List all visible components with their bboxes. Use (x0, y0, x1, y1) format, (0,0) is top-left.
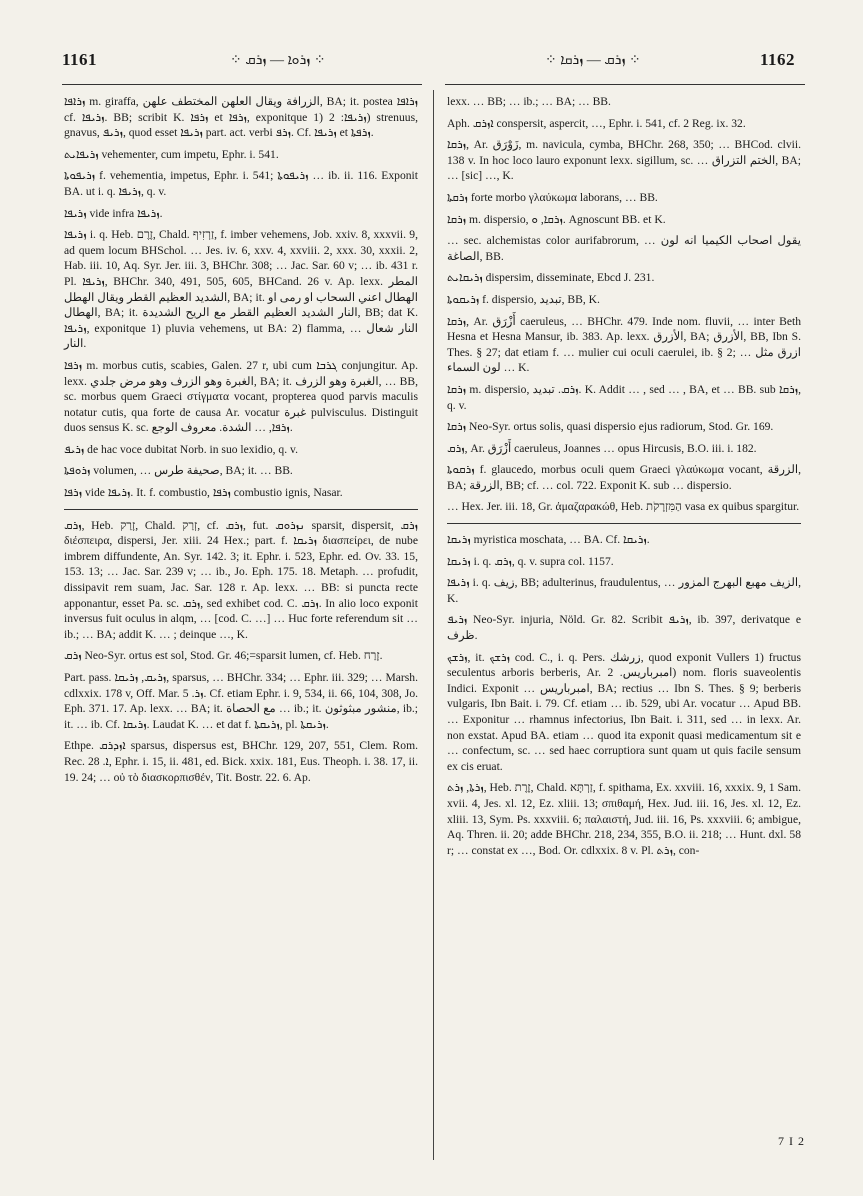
entry: ܙܪܩ, Ar. أَزْرَق caeruleus, Joannes … opus Hircusis, B.O. iii. i. 182. (447, 441, 757, 455)
entry: Aph. ܐܙܪܩ conspersit, asperсit, …, Ephr. i. 541, cf. 2 Reg. ix. 32. (447, 116, 746, 130)
entry: ܙܪܬܐ, ܙܪܬ, Heb. זֶרֶת, Chald. זַרְתָּא, f. spithama, Ex. xxviii. 16, xxxix. 9, 1 Sam. xvii. 4, Jes. xl. 12, Ez. xliii. 13; σπιθαμή, Hex. Jud. iii. 16, Jes. xl. 12, Ez. xliii. 13, Sym. Ps. xxxviii. 6; παλαιστή, Jud. iii. 16, Ps. xxxviii. 6; ambigue, Aq. Thren. ii. 20; adde BHChr. 218, 234, 355, B.O. ii. 218; … Hunt. dxl. 58 r; … constat ex …, Bod. Or. cdlxxix. 8 v. Pl. ܙܪܬ, con- (447, 781, 801, 857)
entry: ܙܪܝܦ de hac voce dubitat Norb. in suo lexidio, q. v. (64, 442, 298, 456)
signature-mark: 7 I 2 (778, 1134, 805, 1148)
right-page-number: 1162 (760, 50, 796, 69)
left-running-head: ⁘ ܙܪܘܐ — ܙܪܩ ⁘ (230, 53, 326, 68)
entry: lexx. … BB; … ib.; … BA; … BB. (447, 95, 611, 108)
entry: ܙܪܝܩܐ i. q. ܙܪܩ, q. v. supra col. 1157. (447, 554, 614, 568)
entry: ܙܪܝܦܐ i. q. زيف, BB; adulterinus, fraudulentus, … الزيف مهبع البهرج المزور, K. (447, 576, 802, 605)
section-separator (64, 509, 418, 510)
left-page-number: 1161 (62, 50, 98, 69)
page-header (0, 0, 863, 80)
entry: ܙܪܝܦܐ vide infra ܙܪܝܦܐ. (64, 206, 163, 220)
entry: Ethpe. ܐܙܕܪܩ sparsus, dispersus est, BHChr. 129, 207, 551, Clem. Rom. Rec. ܐ. 28, Ephr. i. 15, ii. 481, ed. Bick. xxix. 181, Eus. Theoph. i. 38. 17, ii. 19. 24; … οὐ τὸ διασκορπισθέν, Tit. Bostr. 22. 6. Ap. (64, 739, 419, 784)
right-column (447, 94, 801, 864)
entry: ܙܪܝܩܐܝܬ dispersim, disseminate, Ebcd J. 231. (447, 271, 655, 285)
entry: ܙܪܩܐ m. dispersio, ܙܪܩܐ, ܘ. Agnoscunt BB. et K. (447, 212, 666, 226)
entry: ܙܪܝܦܐܝܬ vehementer, cum impetu, Ephr. i. 541. (64, 147, 279, 161)
right-running-head: ⁘ ܙܪܩ — ܙܪܩܐ ⁘ (545, 53, 641, 68)
entry: ܙܪܫܟ, it. ܙܪܫܟ cod. C., i. q. Pers. زرشك, quod exponit Vullers 1) fructus seculentus arboris berberis, Ar. امبرباريس. 2) nom. floris suaveolentis Indici. Exponit … امبرباريس, BA; rectius … Ibn S. Thes. § 9; berberis vulgaris, Ibn Bait. i. 79. Cf. etiam … ib. 529, ubi Ar. vocatur … Apud BB. … Exponitur … rhamnus infectorius, Ibn Bait. i. 311, sed … in lexx. Ar. non exstat. Apud BA. etiam … quod ita exponit quasi medicamentum sit e … confectum, sc. … sed haec corruptiora sunt quam ut quis facile sensum ex cis eruat. (447, 650, 801, 773)
header-rule-right (445, 84, 805, 85)
header-rule-left (62, 84, 422, 85)
entry: ܙܪܦܐ m. morbus cutis, scabies, Galen. 27 r, ubi cum ܓܪܒܐ conjungitur. Ap. lexx. الغبرة وهو الزرف وهو مرض جلدي, BA; it. الغبرة وهو الزرف, … BB, sc. morbus quem Graeci στίγματα vocant, propterea quod parvis maculis notatur cutis, qua forte de causa Ar. vocatur غبرة pulvisculus. Distinguit duos sensus K. sc. ܙܪܦܐ, … الشدة. معروف الوجع. (64, 358, 418, 435)
entry: ܙܪܦܐ vide ܙܪܝܦܐ. It. f. combustio, ܙܪܦܐ combustio ignis, Nasar. (64, 486, 343, 500)
entry: ܙܪܩ Neo-Syr. ortus est sol, Stod. Gr. 46;=sparsit lumen, cf. Heb. זָרַח. (64, 649, 383, 663)
left-column (64, 94, 418, 791)
entry: ܙܪܝܦ Neo-Syr. injuria, Nöld. Gr. 82. Scribit ܙܪܝܦ, ib. 397, derivatque e ظرف. (447, 613, 801, 643)
entry: ܙܪܩܐ m. dispersio, ܙܪܩ. تبديد. K. Addit … , sed … , BA, et … BB. sub ܙܪܩܐ, q. v. (447, 382, 802, 412)
entry: ܙܪܝܦܐ i. q. Heb. זֶרֶם, Chald. זַרְזִיף, f. imber vehemens, Job. xxiv. 8, xxxvii. 9, ad quem locum BHSchol. … Jes. iv. 6, xxv. 4, xxviii. 2, xxx. 30, xxxii. 2, Hab. iii. 10, Aq. Syr. Jer. iii. 3, BHChr. 308; … Jac. Sar. 60 v; … ib. 431 r. Pl. ܙܪܝܦܐ, BHChr. 340, 491, 505, 605, BHCand. 26 v. Ap. lexx. المطر الشديد العظيم القطر ويقال الهطل, BA; it. الهطال اعني السحاب او رمى او الهطال, BA; it. النار الشديد العظيم القطر مع الريح الشديدة, BB; dat K. ܙܪܝܦܐ, exponitque 1) pluvia vehemens, ut BA: 2) flamma, … النار شعال النار. (64, 228, 418, 351)
entry: ܙܪܩܘܬܐ f. glaucedo, morbus oculi quem Graeci γλαύκωμα vocant, الزرقة, BA; الزرقة, BB; cf. … col. 722. Exponit K. sub … dispersio. (447, 463, 801, 492)
entry: Part. pass. ܙܪܝܩ, ܙܪܝܩܐ, sparsus, … BHChr. 334; … Ephr. iii. 329; … Marsh. cdlxxix. 178 v, Off. Mar. ܙܪ. 5. Cf. etiam Ephr. i. 9, 534, ii. 66, 104, 308, Jo. Eph. 371. 17. Ap. lexx. … BA; it. مع الحصاة … ib.; it. منشور مبثوثون, ib.; it. … ib. Cf. ܙܪܝܩܐ. Laudat K. … et dat f. ܙܪܝܩܬܐ, pl. ܙܪܝܩܬܐ. (64, 671, 419, 731)
entry: … Hex. Jer. iii. 18, Gr. ἀμαζαρακώθ, Heb. הַמִּזְרָקֹת vasa ex quibus spargitur. (447, 500, 800, 514)
entry: ܙܪܝܩܘܬܐ f. dispersio, تبديد, BB, K. (447, 292, 600, 306)
entry: ܙܪܝܩܐ myristica moschata, … BA. Cf. ܙܪܝܩܐ. (447, 533, 650, 547)
entry: … sec. alchemistas color aurifabrorum, … يقول اصحاب الكيميا انه لون الصاغة, BB. (447, 234, 802, 263)
entry: ܙܪܐܦܐ m. giraffa, الزرافة ويقال العلهن المختطف علهن, BA; it. postea ܙܪܐܦܐ cf. ܙܪܝܦܐ. BB; scribit K. ܙܪܦܐ et ܙܪܦܐ, exponitque 1) ܙܪܝܦܐ: 2) strenuus, gnavus, ܙܪܝܦ, quod esset ܙܪܝܦܐ part. act. verbi ܙܪܦ. Cf. ܙܪܝܦܐ et ܙܪܦܬܐ. (64, 95, 419, 140)
column-divider (433, 90, 434, 1160)
entry: ܙܪܩܐ, Ar. زَوْرَق, m. navicula, cymba, BHChr. 268, 350; … BHCod. clvii. 138 v. In hoc loco lauro exponunt lexx. sigillum, sc. … الختم التزراق, BA; … [sic] …, K. (447, 138, 801, 183)
entry: ܙܪܩ, Heb. זָרַק, Chald. זְרַק, cf. ܙܪܩ, fut. ܢܙܪܘܩ sparsit, dispersit, ܙܪܩ διέσπειρα, dispersi, Jer. xiii. 24 Hex.; part. f. ܙܪܝܩܐ διασπείρει, de nube imbrem diffundente, An. Syr. 142. 3; it. Ephr. i. 523, Ephr. ed. Ov. 33. 15, 153. 13; … Jac. Sar. 239 v; … ib., Jo. Eph. 175. 18. Metaph. … profudit, dissipavit rem suam, Jac. Sar. 128 r. Ap. lexx. … BB: si puncta recte apponantur, esset Pa. sc. ܙܪܩ, sed exhibet cod. C. ܙܪܩ. In alio loco exponit inversus fuit oculus in alqm, … [cod. C. …] … Huc forte referendum sit … ib.; … BA; addit K. … ; deinque …, K. (64, 518, 418, 641)
entry: ܙܪܩܬܐ forte morbo γλαύκωμα laborans, … BB. (447, 190, 658, 204)
entry: ܙܪܩܐ Neo-Syr. ortus solis, quasi dispersio ejus radiorum, Stod. Gr. 169. (447, 420, 774, 434)
section-separator (447, 523, 801, 524)
entry: ܙܪܝܦܘܬܐ f. vehementia, impetus, Ephr. i. 541; ܙܪܝܦܘܬܐ … ib. ii. 116. Exponit BA. ut i. q. ܙܪܝܦܐ, q. v. (64, 169, 418, 198)
entry: ܙܪܩܐ, Ar. أَزْرَق caeruleus, … BHChr. 479. Inde nom. fluvii, … inter Beth Hesna et Hesna Mansur, ib. 383. Ap. lexx. الأزرق, BA; الأزرق, BB, Ibn S. Thes. § 27; dat etiam f. … mulier cui oculi caerulei, ib. § 2; … ازرق مثل لون السماء … K. (447, 314, 802, 375)
entry: ܙܪܘܦܬܐ volumen, … صحيفة طرس, BA; it. … BB. (64, 464, 293, 478)
